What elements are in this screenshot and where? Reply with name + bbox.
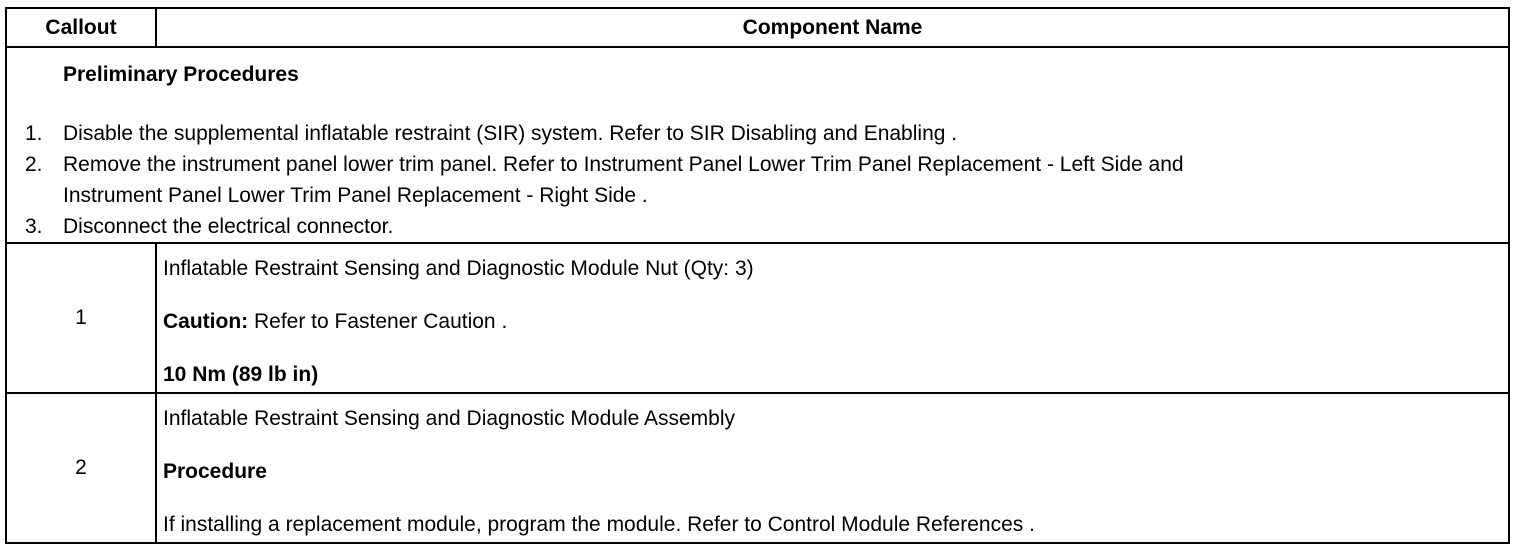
callout-number: 2 — [6, 393, 156, 543]
step-text-continued: Instrument Panel Lower Trim Panel Replacement - Right Side . — [63, 184, 648, 207]
procedure-text: If installing a replacement module, program the module. Refer to Control Module References . — [163, 513, 1035, 536]
step-text: Disconnect the electrical connector. — [63, 215, 394, 238]
torque-spec: 10 Nm (89 lb in) — [163, 363, 319, 386]
component-name-header: Component Name — [156, 8, 1509, 47]
preliminary-row — [6, 47, 1509, 243]
step-text: Remove the instrument panel lower trim panel. Refer to Instrument Panel Lower Trim Panel Replacement - Left Side and — [63, 153, 1184, 176]
step-number: 3. — [25, 215, 43, 238]
step-number: 1. — [25, 122, 43, 145]
list-item — [7, 211, 1508, 242]
component-cell — [156, 243, 1509, 393]
table-row — [6, 243, 1509, 393]
component-name: Inflatable Restraint Sensing and Diagnostic Module Nut (Qty: 3) — [163, 257, 754, 280]
preliminary-cell — [6, 47, 1509, 243]
table-row — [6, 393, 1509, 543]
preliminary-title: Preliminary Procedures — [63, 63, 299, 86]
list-item — [7, 118, 1508, 149]
list-item — [7, 149, 1508, 211]
callout-header: Callout — [6, 8, 156, 47]
caution-text: Refer to Fastener Caution . — [248, 310, 508, 333]
component-table — [5, 7, 1510, 544]
step-number: 2. — [25, 153, 43, 176]
caution-label: Caution: — [163, 310, 249, 333]
callout-number: 1 — [6, 243, 156, 393]
component-cell — [156, 393, 1509, 543]
step-text: Disable the supplemental inflatable restraint (SIR) system. Refer to SIR Disabling and Enabling . — [63, 122, 958, 145]
procedure-label: Procedure — [163, 460, 267, 483]
table-header-row — [6, 8, 1509, 47]
preliminary-steps — [7, 118, 1508, 242]
component-name: Inflatable Restraint Sensing and Diagnostic Module Assembly — [163, 407, 735, 430]
caution-note — [163, 309, 1508, 335]
